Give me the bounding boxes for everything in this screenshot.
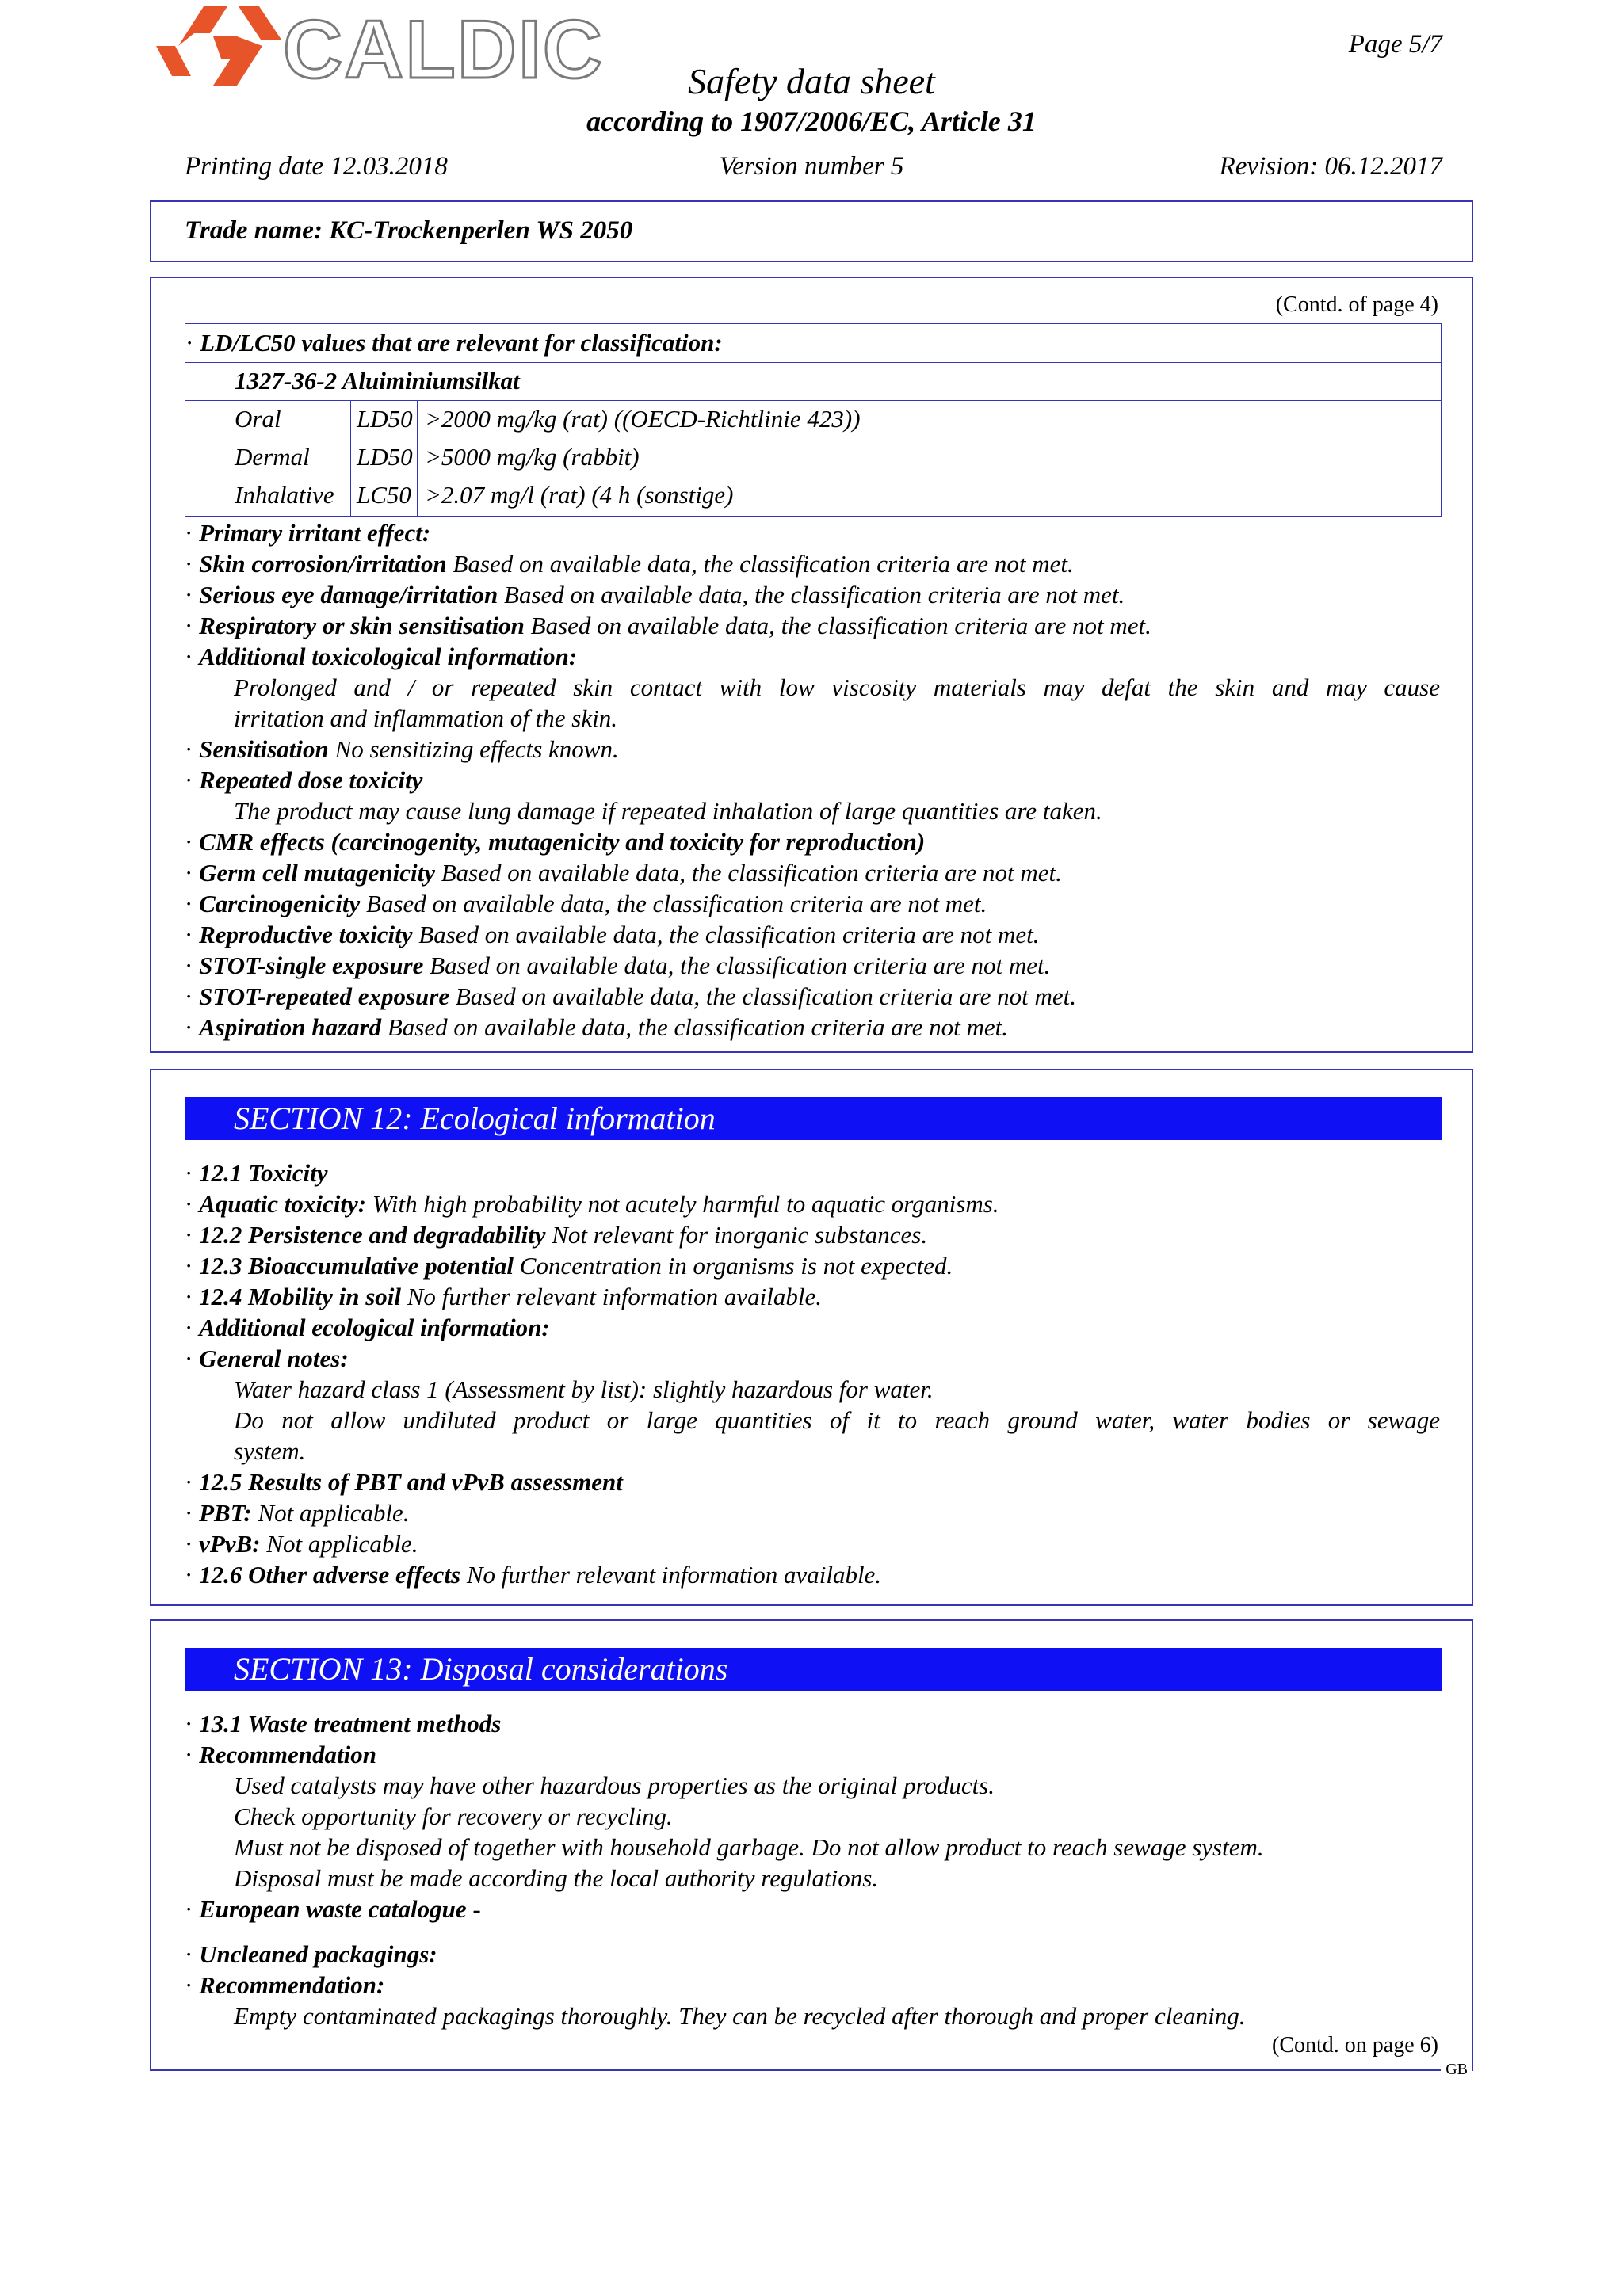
respiratory-label: Respiratory or skin sensitisation: [199, 612, 525, 639]
ld-lc50-table: · LD/LC50 values that are relevant for classification: 1327-36-2 Aluiminiumsilkat Oral LD50 >2000 mg/kg (rat) ((OECD-Richtlinie 423)) Dermal LD50 >5000 mg/kg (rabbit) Inhalative LC50 >2.07 mg/l (rat) (4 h (sonstige): [185, 323, 1442, 517]
version-number: Version number 5: [719, 152, 904, 181]
eye-damage-text: Based on available data, the classification criteria are not met.: [498, 581, 1125, 608]
aquatic-toxicity-text: With high probability not acutely harmful to aquatic organisms.: [366, 1190, 999, 1218]
trade-name-box: [150, 200, 1473, 262]
revision-date: Revision: 06.12.2017: [1219, 152, 1442, 181]
other-effects-text: No further relevant information available.: [460, 1561, 882, 1589]
aspiration-label: Aspiration hazard: [199, 1013, 382, 1041]
additional-eco-label: Additional ecological information:: [199, 1314, 550, 1341]
section-12-header: SECTION 12: Ecological information: [185, 1097, 1442, 1140]
reproductive-label: Reproductive toxicity: [199, 921, 413, 948]
skin-corrosion-label: Skin corrosion/irritation: [199, 550, 447, 578]
additional-tox-text-1: Prolonged and / or repeated skin contact with low viscosity materials may defat the skin and may cause: [234, 673, 1440, 701]
recommendation-text-4: Disposal must be made according the local authority regulations.: [234, 1864, 879, 1892]
recommendation-text-5: Empty contaminated packagings thoroughly. They can be recycled after thorough and proper cleaning.: [234, 2002, 1246, 2030]
stot-single-label: STOT-single exposure: [199, 952, 424, 979]
ld-type-oral: LD50: [357, 405, 413, 433]
vpvb-text: Not applicable.: [260, 1530, 418, 1558]
carcinogenicity-label: Carcinogenicity: [199, 890, 361, 917]
skin-corrosion-text: Based on available data, the classification criteria are not met.: [446, 550, 1074, 578]
continued-from-label: (Contd. of page 4): [1275, 292, 1438, 317]
page-number: Page 5/7: [1348, 30, 1442, 59]
ld-type-dermal: LD50: [357, 443, 413, 471]
pbt-label: PBT:: [199, 1499, 252, 1527]
ld-value-oral: >2000 mg/kg (rat) ((OECD-Richtlinie 423)): [425, 405, 861, 433]
recommendation-text-3: Must not be disposed of together with household garbage. Do not allow product to reach sewage system.: [234, 1833, 1264, 1861]
cmr-effects-label: CMR effects (carcinogenity, mutagenicity and toxicity for reproduction): [199, 828, 926, 856]
general-notes-text-1: Water hazard class 1 (Assessment by list): slightly hazardous for water.: [234, 1375, 934, 1403]
waste-methods-label: 13.1 Waste treatment methods: [199, 1710, 502, 1737]
general-notes-text-3: system.: [234, 1437, 306, 1465]
recommendation-text-1: Used catalysts may have other hazardous properties as the original products.: [234, 1772, 995, 1799]
bioaccumulative-label: 12.3 Bioaccumulative potential: [199, 1252, 514, 1280]
reproductive-text: Based on available data, the classification criteria are not met.: [412, 921, 1040, 948]
ld-table-title: LD/LC50 values that are relevant for classification:: [200, 329, 723, 357]
stot-repeated-label: STOT-repeated exposure: [199, 982, 450, 1010]
sensitisation-label: Sensitisation: [199, 735, 329, 763]
ld-value-inhalative: >2.07 mg/l (rat) (4 h (sonstige): [425, 481, 734, 509]
toxicity-label: 12.1 Toxicity: [199, 1159, 328, 1187]
ld-value-dermal: >5000 mg/kg (rabbit): [425, 443, 640, 471]
bioaccumulative-text: Concentration in organisms is not expected.: [514, 1252, 953, 1280]
sensitisation-text: No sensitizing effects known.: [328, 735, 619, 763]
aspiration-text: Based on available data, the classification criteria are not met.: [381, 1013, 1009, 1041]
logo-wordmark: CALDIC: [283, 4, 604, 96]
continued-on-label: (Contd. on page 6): [1272, 2033, 1438, 2058]
toxicology-section: (Contd. of page 4) · LD/LC50 values that are relevant for classification: 1327-36-2 Aluiminiumsilkat Oral LD50 >2000 mg/kg (rat) ((OECD-Richtlinie 423)) Dermal LD50 >5000 mg/kg (rabbit) Inhalative LC50 >2.07 mg/l (rat) (4 h (sonstige) · Primary irritant effect: · Skin corrosion/irritation Based on available data, the classification criteria are not met. · Serious eye damage/irritation Based on available data, the classification criteria are not met. · Respiratory or skin sensitisation Based on available data, the classification criteria are not met. · Additional toxicological information: Prolonged and / or repeated skin contact with low viscosity materials may defat the skin and may cause irritation and inflammation of the skin. · Sensitisation No sensitizing effects known. · Repeated dose toxicity The product may cause lung damage if repeated inhalation of large quantities are taken. · CMR effects (carcinogenity, mutagenicity and toxicity for reproduction) · Germ cell mutagenicity Based on available data, the classification criteria are not met. · Carcinogenicity Based on available data, the classification criteria are not met. · Reproductive toxicity Based on available data, the classification criteria are not met. · STOT-single exposure Based on available data, the classification criteria are not met. · STOT-repeated exposure Based on available data, the classification criteria are not met. · Aspiration hazard Based on available data, the classification criteria are not met.: [150, 277, 1473, 1053]
primary-irritant-label: Primary irritant effect:: [199, 519, 431, 547]
vpvb-label: vPvB:: [199, 1530, 261, 1558]
printing-date: Printing date 12.03.2018: [185, 152, 448, 181]
document-subtitle: according to 1907/2006/EC, Article 31: [586, 105, 1037, 137]
germ-cell-label: Germ cell mutagenicity: [199, 859, 435, 887]
ld-route-inhalative: Inhalative: [235, 481, 334, 509]
document-title: Safety data sheet: [688, 61, 935, 101]
persistence-text: Not relevant for inorganic substances.: [545, 1221, 928, 1249]
aquatic-toxicity-label: Aquatic toxicity:: [199, 1190, 367, 1218]
additional-tox-text-2: irritation and inflammation of the skin.: [234, 704, 617, 732]
waste-catalogue-label: European waste catalogue: [199, 1895, 467, 1923]
recommendation-2-label: Recommendation:: [199, 1971, 385, 1999]
language-code: GB: [1441, 2061, 1472, 2079]
respiratory-text: Based on available data, the classification criteria are not met.: [524, 612, 1151, 639]
repeated-dose-label: Repeated dose toxicity: [199, 766, 423, 794]
disposal-section: SECTION 13: Disposal considerations · 13.1 Waste treatment methods · Recommendation Used catalysts may have other hazardous properties as the original products. Check opportunity for recovery or recycling. Must not be disposed of together with household garbage. Do not allow product to reach sewage system. Disposal must be made according the local authority regulations. · European waste catalogue - · Uncleaned packagings: · Recommendation: Empty contaminated packagings thoroughly. They can be recycled after thorough and proper cleaning. (Contd. on page 6): [150, 1619, 1473, 2071]
trade-name: Trade name: KC-Trockenperlen WS 2050: [185, 216, 633, 245]
other-effects-label: 12.6 Other adverse effects: [199, 1561, 461, 1589]
mobility-label: 12.4 Mobility in soil: [199, 1283, 401, 1310]
germ-cell-text: Based on available data, the classification criteria are not met.: [434, 859, 1062, 887]
waste-catalogue-text: -: [466, 1895, 481, 1923]
ld-route-dermal: Dermal: [235, 443, 310, 471]
repeated-dose-text: The product may cause lung damage if repeated inhalation of large quantities are taken.: [234, 797, 1102, 825]
additional-tox-label: Additional toxicological information:: [199, 643, 578, 670]
carcinogenicity-text: Based on available data, the classification criteria are not met.: [360, 890, 987, 917]
ld-route-oral: Oral: [235, 405, 281, 433]
mobility-text: No further relevant information available.: [401, 1283, 822, 1310]
section-13-header: SECTION 13: Disposal considerations: [185, 1648, 1442, 1691]
general-notes-label: General notes:: [199, 1344, 349, 1372]
stot-repeated-text: Based on available data, the classification criteria are not met.: [449, 982, 1077, 1010]
pbt-results-label: 12.5 Results of PBT and vPvB assessment: [199, 1468, 623, 1496]
recommendation-label: Recommendation: [199, 1741, 376, 1768]
pbt-text: Not applicable.: [251, 1499, 410, 1527]
persistence-label: 12.2 Persistence and degradability: [199, 1221, 546, 1249]
eye-damage-label: Serious eye damage/irritation: [199, 581, 498, 608]
general-notes-text-2: Do not allow undiluted product or large quantities of it to reach ground water, water bodies or sewage: [234, 1406, 1440, 1434]
stot-single-text: Based on available data, the classification criteria are not met.: [423, 952, 1051, 979]
recommendation-text-2: Check opportunity for recovery or recycling.: [234, 1802, 673, 1830]
uncleaned-packagings-label: Uncleaned packagings:: [199, 1940, 437, 1968]
ecological-section: SECTION 12: Ecological information · 12.1 Toxicity · Aquatic toxicity: With high probability not acutely harmful to aquatic organisms. · 12.2 Persistence and degradability Not relevant for inorganic substances. · 12.3 Bioaccumulative potential Concentration in organisms is not expected. · 12.4 Mobility in soil No further relevant information available. · Additional ecological information: · General notes: Water hazard class 1 (Assessment by list): slightly hazardous for water. Do not allow undiluted product or large quantities of it to reach ground water, water bodies or sewage system. · 12.5 Results of PBT and vPvB assessment · PBT: Not applicable. · vPvB: Not applicable. · 12.6 Other adverse effects No further relevant information available.: [150, 1069, 1473, 1606]
ld-table-substance: 1327-36-2 Aluiminiumsilkat: [235, 367, 520, 395]
ld-type-inhalative: LC50: [357, 481, 411, 509]
